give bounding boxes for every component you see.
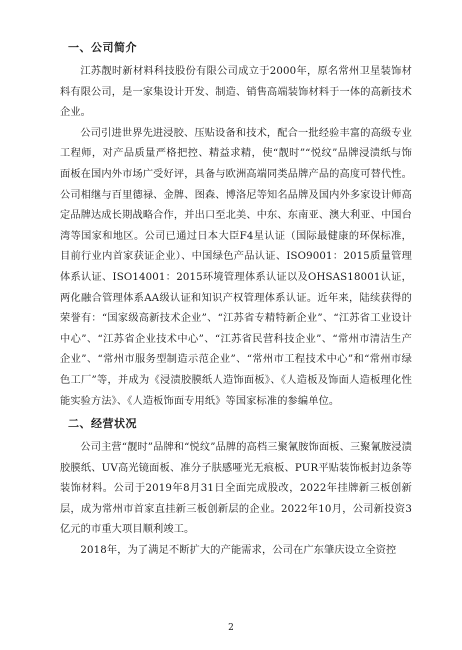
page-number: 2 [228,623,234,633]
section-heading: 一、公司简介 [68,41,137,54]
paragraph: 公司主营“靓时”品牌和“悦纹”品牌的高档三聚氰胺饰面板、三聚氰胺浸渍胶膜纸、UV高光镜面板、准分子肤感哑光无痕板、PUR平贴装饰板封边条等装饰材料。公司于2019年8月31日全面完成股改，2022年挂牌新三板创新层，成为常州市首家直挂新三板创新层的企业。2022年10月，公司新投资3亿元的市重大项目顺利竣工。 [60,442,412,536]
section-heading: 二、经营状况 [68,417,137,431]
section-company-profile [60,38,412,412]
paragraph: 江苏靓时新材料科技股份有限公司成立于2000年，原名常州卫星装饰材料有限公司，是一家集设计开发、制造、销售高端装饰材料于一体的高新技术企业。 [60,66,412,119]
paragraph: 2018年，为了满足不断扩大的产能需求，公司在广东肇庆设立全资控 [80,545,397,557]
section-business-status [60,414,412,562]
paragraph: 公司引进世界先进浸胶、压贴设备和技术，配合一批经验丰富的高级专业工程师，对产品质量严格把控、精益求精，使“靓时”“悦纹”品牌浸渍纸与饰面板在国内外市场广受好评，具备与欧洲高端同类品牌产品的高度可替代性。公司相继与百里德禄、金牌、图森、博洛尼等知名品牌及国内外多家设计师高定品牌达成长期战略合作，并出口至北美、中东、东南亚、澳大利亚、中国台湾等国家和地区。公司已通过日本大臣F4星认证（国际最健康的环保标准，目前行业内首家获证企业）、中国绿色产品认证、ISO9001：2015质量管理体系认证、ISO14001：2015环境管理体系认证以及OHSAS18001认证，两化融合管理体系AA级认证和知识产权管理体系认证。近年来，陆续获得的荣誉有：“国家级高新技术企业”、“江苏省专精特新企业”、“江苏省工业设计中心”、“江苏省企业技术中心”、“江苏省民营科技企业”、“常州市清洁生产企业”、“常州市服务型制造示范企业”、“常州市工程技术中心”和“常州市绿色工厂”等，并成为《浸渍胶膜纸人造饰面板》、《人造板及饰面人造板理化性能实验方法》、《人造板饰面专用纸》等国家标准的参编单位。 [60,127,412,407]
